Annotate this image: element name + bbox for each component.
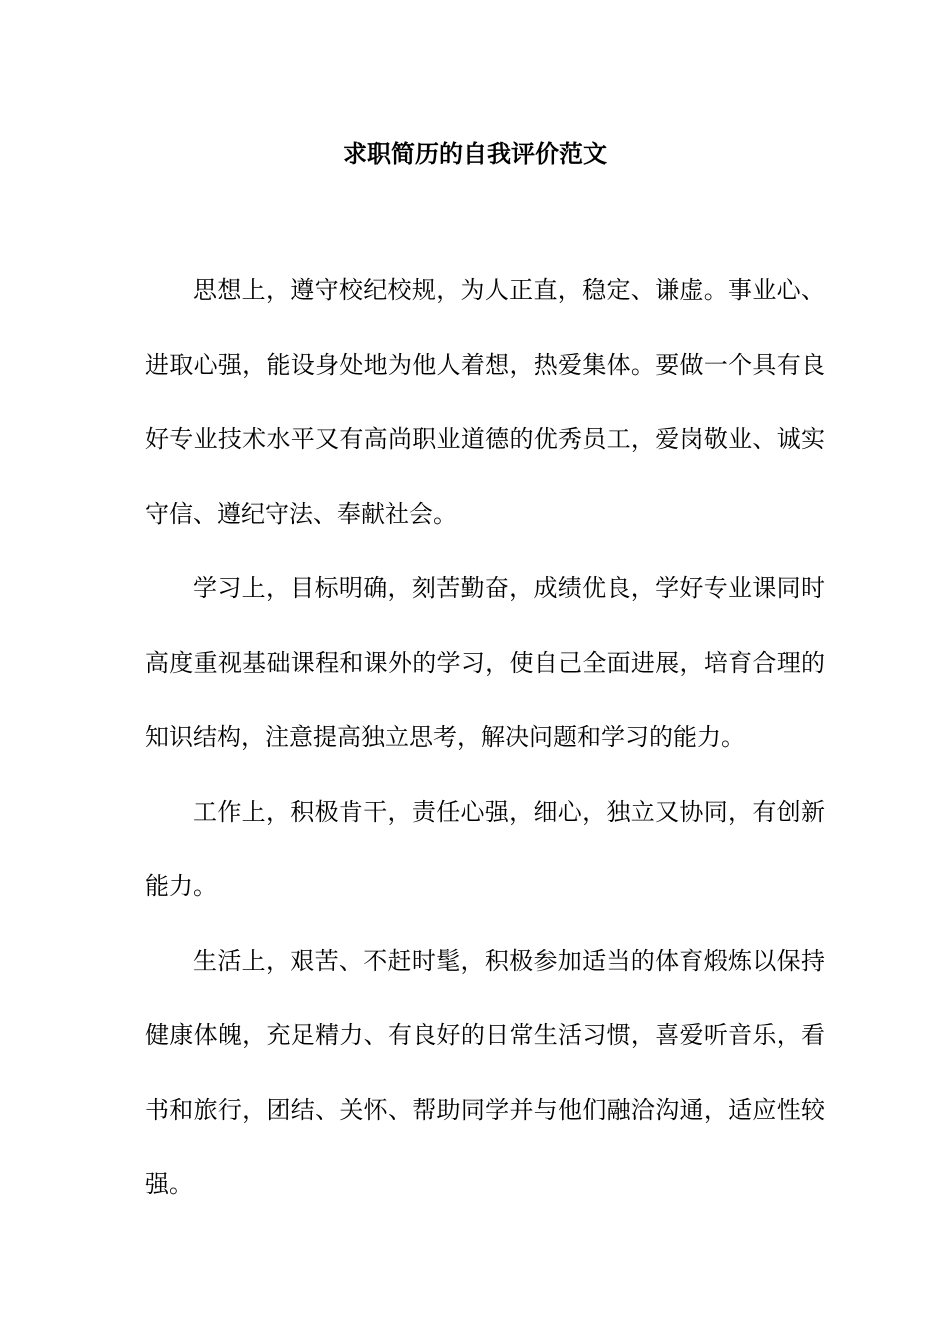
document-title: 求职简历的自我评价范文	[343, 139, 607, 168]
paragraph-life: 生活上，艰苦、不赶时髦，积极参加适当的体育煅炼以保持健康体魄，充足精力、有良好的日常生活习惯，喜爱听音乐，看书和旅行，团结、关怀、帮助同学并与他们融洽沟通，适应性较强。	[145, 946, 825, 1198]
paragraph-work: 工作上，积极肯干，责任心强，细心，独立又协同，有创新能力。	[145, 797, 825, 900]
paragraph-study: 学习上，目标明确，刻苦勤奋，成绩优良，学好专业课同时高度重视基础课程和课外的学习，使自己全面进展，培育合理的知识结构，注意提高独立思考，解决问题和学习的能力。	[145, 574, 825, 751]
paragraph-thought: 思想上，遵守校纪校规，为人正直，稳定、谦虚。事业心、进取心强，能设身处地为他人着想，热爱集体。要做一个具有良好专业技术水平又有高尚职业道德的优秀员工，爱岗敬业、诚实守信、遵纪守法、奉献社会。	[145, 276, 825, 528]
document-body	[145, 253, 825, 1222]
